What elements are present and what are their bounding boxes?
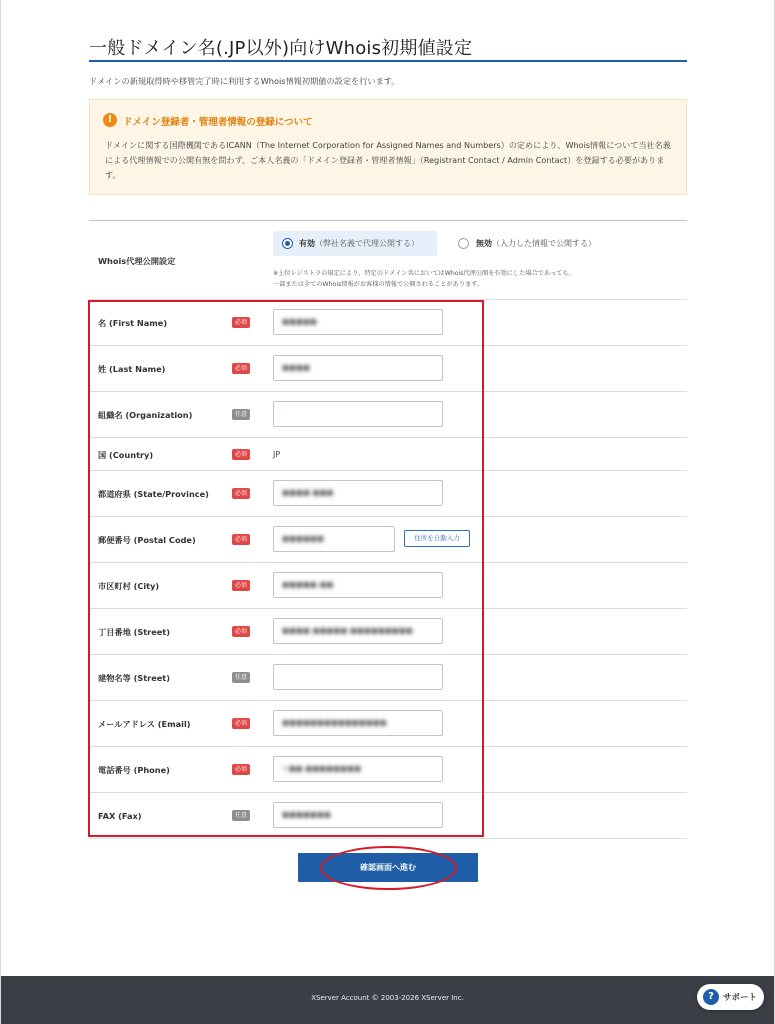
- support-button[interactable]: [697, 984, 764, 1010]
- radio-off-sublabel: （入力した情報で公開する）: [492, 239, 596, 248]
- footer-copyright: XServer Account © 2003-2026 XServer Inc.: [311, 994, 464, 1002]
- row-divider: [89, 700, 687, 701]
- first-name-input[interactable]: ●●●●●: [273, 309, 443, 335]
- row-divider: [89, 608, 687, 609]
- postal-code-label: 郵便番号 (Postal Code): [98, 535, 196, 545]
- required-badge: 必須: [232, 317, 250, 328]
- notice-body: ドメインに関する国際機関であるICANN（The Internet Corporation for Assigned Names and Numbers）の定めにより、Whois情報について当社名義による代理情報での公開有無を問わず、ご本人名義の「ドメイン登録者・管理者情報」（Registrant Contact / Admin Contact）を登録する必要があります。: [105, 140, 671, 180]
- notice-title: ドメイン登録者・管理者情報の登録について: [123, 117, 313, 128]
- city-label: 市区町村 (City): [98, 581, 160, 591]
- row-divider: [89, 562, 687, 563]
- organization-label: 組織名 (Organization): [98, 410, 193, 420]
- state-label: 都道府県 (State/Province): [98, 489, 209, 499]
- row-divider: [89, 470, 687, 471]
- organization-input[interactable]: [273, 401, 443, 427]
- optional-badge: 任意: [232, 672, 250, 683]
- radio-on-sublabel: （弊社名義で代理公開する）: [315, 239, 419, 248]
- fax-label: FAX (Fax): [98, 811, 142, 821]
- building-label: 建物名等 (Street): [98, 673, 170, 683]
- support-label: サポート: [723, 993, 758, 1003]
- row-divider: [89, 391, 687, 392]
- row-divider: [89, 345, 687, 346]
- city-input[interactable]: ●●●●● ●●: [273, 572, 443, 598]
- row-divider: [89, 746, 687, 747]
- street-input[interactable]: ●●●● ●●●●● ●●●●●●●●●: [273, 618, 443, 644]
- address-autofill-button[interactable]: 住所を自動入力: [404, 530, 470, 547]
- whois-proxy-off-option[interactable]: [476, 238, 596, 249]
- required-badge: 必須: [232, 580, 250, 591]
- country-value: JP: [273, 450, 281, 459]
- last-name-label: 姓 (Last Name): [98, 364, 166, 374]
- required-badge: 必須: [232, 488, 250, 499]
- last-name-input[interactable]: ●●●●: [273, 355, 443, 381]
- row-divider: [89, 654, 687, 655]
- table-top-divider: [89, 220, 687, 221]
- required-badge: 必須: [232, 449, 250, 460]
- optional-badge: 任意: [232, 409, 250, 420]
- required-badge: 必須: [232, 764, 250, 775]
- phone-input[interactable]: +●● ●●●●●●●●: [273, 756, 443, 782]
- footer: [1, 976, 774, 1024]
- email-input[interactable]: ●●●●●●●●●●●●●●●: [273, 710, 443, 736]
- row-divider: [89, 838, 687, 839]
- whois-proxy-on-option[interactable]: [273, 231, 437, 256]
- row-divider: [89, 516, 687, 517]
- street-label: 丁目番地 (Street): [98, 627, 170, 637]
- building-input[interactable]: [273, 664, 443, 690]
- page-description: ドメインの新規取得時や移管完了時に利用するWhois情報初期値の設定を行います。: [89, 76, 400, 86]
- question-icon: ?: [703, 989, 719, 1005]
- optional-badge: 任意: [232, 810, 250, 821]
- postal-code-input[interactable]: ●●●●●●: [273, 526, 395, 552]
- row-divider: [89, 437, 687, 438]
- row-divider: [89, 792, 687, 793]
- title-underline: [89, 60, 687, 62]
- radio-on-label: 有効: [299, 239, 315, 248]
- state-input[interactable]: ●●●● ●●●: [273, 480, 443, 506]
- radio-off-label: 無効: [476, 239, 492, 248]
- page-title: 一般ドメイン名(.JP以外)向けWhois初期値設定: [89, 38, 473, 59]
- first-name-label: 名 (First Name): [98, 318, 168, 328]
- required-badge: 必須: [232, 626, 250, 637]
- icann-notice: [89, 99, 687, 195]
- whois-proxy-label: Whois代理公開設定: [98, 256, 176, 266]
- radio-off-button[interactable]: [458, 238, 469, 249]
- email-label: メールアドレス (Email): [98, 719, 191, 729]
- phone-label: 電話番号 (Phone): [98, 765, 170, 775]
- proceed-to-confirm-button[interactable]: 確認画面へ進む: [298, 853, 478, 882]
- fax-input[interactable]: ●●●●●●●: [273, 802, 443, 828]
- required-badge: 必須: [232, 534, 250, 545]
- required-badge: 必須: [232, 363, 250, 374]
- exclamation-icon: !: [103, 113, 117, 127]
- country-label: 国 (Country): [98, 450, 154, 460]
- required-badge: 必須: [232, 718, 250, 729]
- radio-on-button[interactable]: [282, 238, 293, 249]
- row-divider: [89, 299, 687, 300]
- whois-proxy-note: ※上位レジストラの規定により、特定のドメイン名においてはWhois代理公開を有効にした場合であっても、 一部または全てのWhois情報がお客様の情報で公開されることがあります。: [273, 270, 575, 288]
